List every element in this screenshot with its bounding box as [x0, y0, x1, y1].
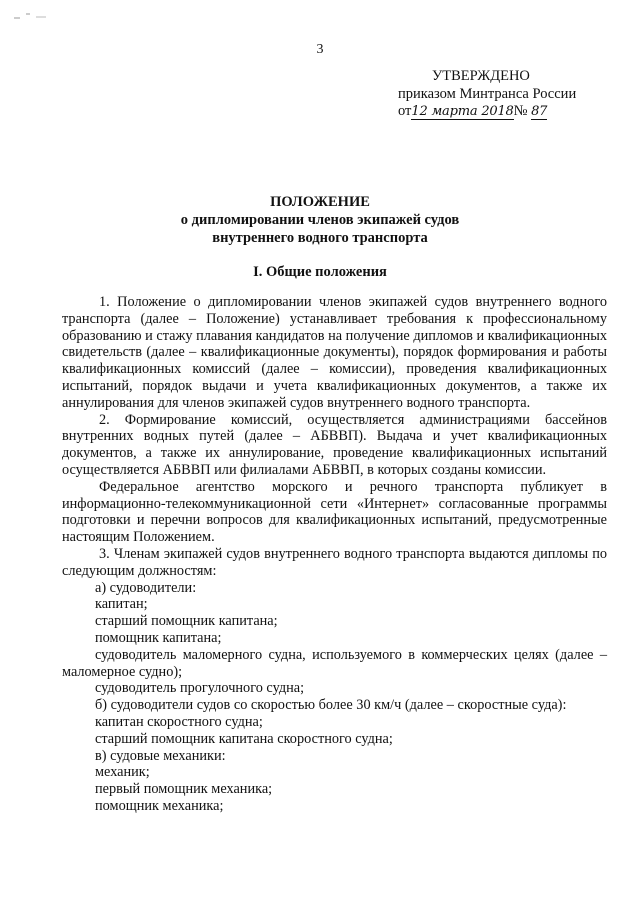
approved-label: УТВЕРЖДЕНО — [432, 68, 530, 84]
list-item: механик; — [95, 764, 150, 781]
list-item: судоводитель маломерного судна, используемого в коммерческих целях (далее – маломерное судно); — [62, 646, 607, 680]
list-item: в) судовые механики: — [95, 747, 226, 764]
list-item: судоводитель прогулочного судна; — [95, 680, 305, 697]
list-item: старший помощник капитана; — [95, 613, 278, 630]
title-line-3: внутреннего водного транспорта — [212, 230, 428, 246]
title-line-1: ПОЛОЖЕНИЕ — [270, 194, 370, 210]
paragraph-2: 2. Формирование комиссий, осуществляется администрациями бассейнов внутренних водных путей (далее – АБВВП). Выдача и учет квалификационных документов, а также их аннулирование, проведение квалификационных испытаний осуществляется АБВВП или филиалами АБВВП, в которых созданы комиссии. — [62, 411, 607, 478]
number-label: № — [513, 103, 528, 119]
paragraph-4: 3. Членам экипажей судов внутреннего водного транспорта выдаются дипломы по следующим должностям: — [62, 545, 607, 579]
date-prefix: от — [398, 103, 412, 119]
list-item: капитан; — [95, 596, 148, 613]
list-item: помощник механика; — [95, 797, 224, 814]
handwritten-date: 12 марта 2018 — [411, 104, 514, 119]
section-heading: I. Общие положения — [253, 264, 387, 280]
document-body — [62, 294, 607, 815]
approval-stamp — [398, 68, 618, 121]
approval-order: приказом Минтранса России — [398, 85, 577, 102]
document-title — [0, 193, 640, 247]
paragraph-3: Федеральное агентство морского и речного транспорта публикует в информационно-телекоммуникационной сети «Интернет» согласованные программы подготовки и перечни вопросов для квалификационных испытаний, предусмотренные настоящим Положением. — [62, 478, 607, 546]
list-item: старший помощник капитана скоростного судна; — [95, 730, 393, 747]
list-item: первый помощник механика; — [95, 781, 273, 798]
list-item: а) судоводители: — [95, 579, 197, 596]
title-line-2: о дипломировании членов экипажей судов — [180, 212, 460, 228]
paragraph-1: 1. Положение о дипломировании членов экипажей судов внутреннего водного транспорта (далее – Положение) устанавливает требования к профессиональному образованию и стажу плавания кандидатов на получение дипломов и квалификационных свидетельств (далее – квалификационные документы), порядок формирования и работы квалификационных комиссий (далее – комиссии), проведения квалификационных испытаний, порядок выдачи и учета квалификационных документов, а также их аннулирования для членов экипажей судов внутреннего водного транспорта. — [62, 294, 607, 411]
approval-date-line — [398, 103, 618, 121]
list-item: б) судоводители судов со скоростью более 30 км/ч (далее – скоростные суда): — [95, 697, 567, 714]
handwritten-number: 87 — [531, 104, 548, 119]
list-item: капитан скоростного судна; — [95, 713, 263, 730]
page-number: 3 — [316, 42, 324, 57]
scan-artifact-mark — [12, 8, 52, 22]
list-item: помощник капитана; — [95, 629, 222, 646]
